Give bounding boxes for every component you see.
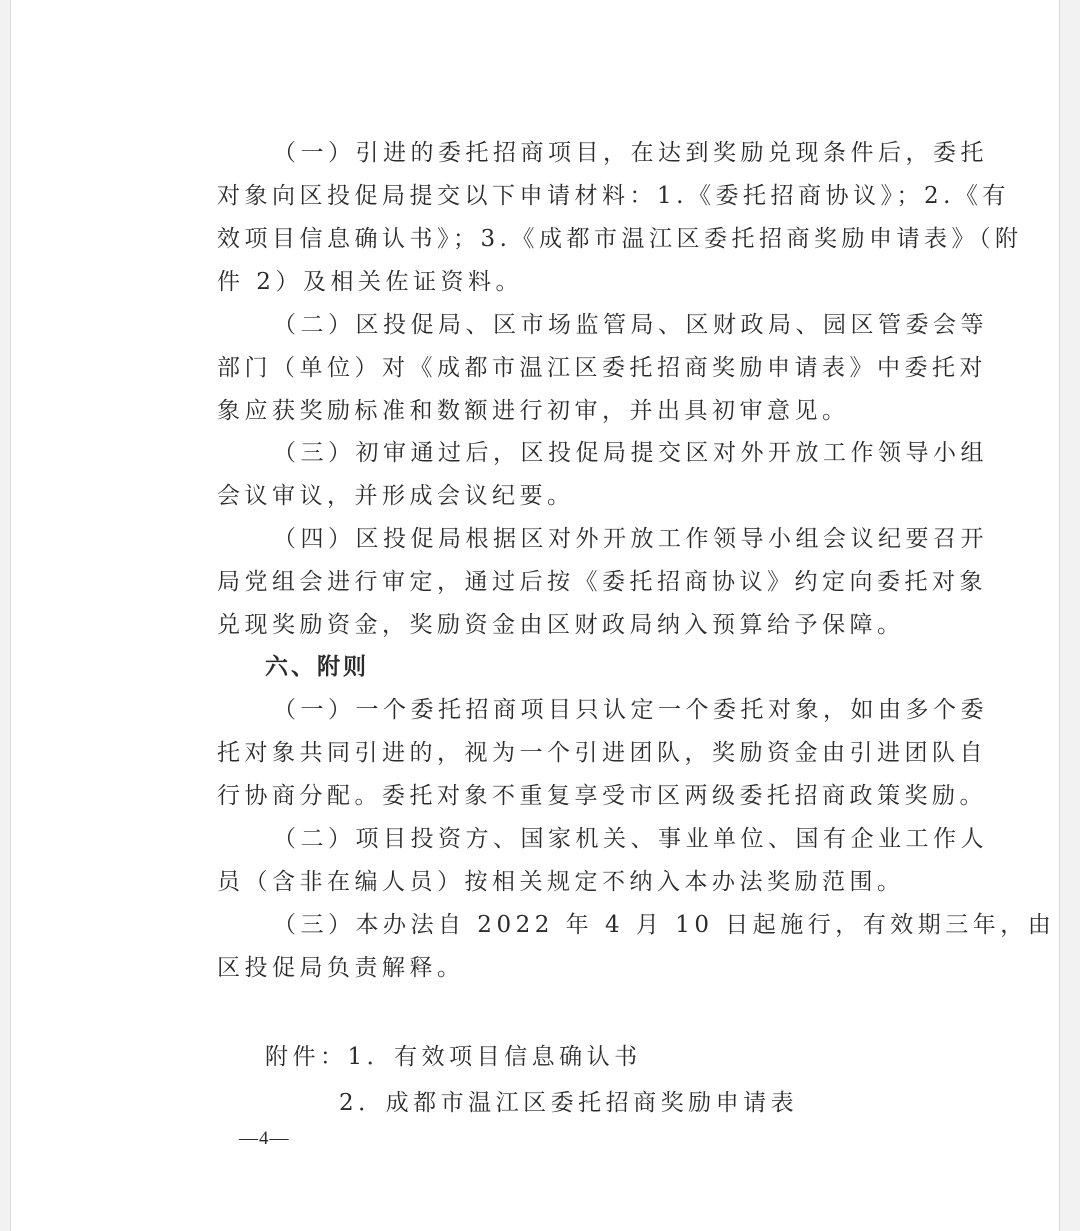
attachment-line-1: 附件：1．有效项目信息确认书 xyxy=(265,1044,642,1070)
paragraph-1-line-2: 对象向区投促局提交以下申请材料：1.《委托招商协议》；2.《有 xyxy=(217,183,1010,209)
page-number: —4— xyxy=(239,1128,290,1149)
paragraph-1-line-4: 件 2）及相关佐证资料。 xyxy=(217,269,523,295)
paragraph-1-line-1: （一）引进的委托招商项目，在达到奖励兑现条件后，委托 xyxy=(273,140,988,166)
paragraph-3-line-2: 会议审议，并形成会议纪要。 xyxy=(217,483,575,509)
paragraph-1-line-3: 效项目信息确认书》；3.《成都市温江区委托招商奖励申请表》（附 xyxy=(217,226,1023,252)
paragraph-5-line-2: 托对象共同引进的，视为一个引进团队，奖励资金由引进团队自 xyxy=(217,740,987,766)
paragraph-4-line-1: （四）区投促局根据区对外开放工作领导小组会议纪要召开 xyxy=(273,526,988,552)
attachment-line-2: 2．成都市温江区委托招商奖励申请表 xyxy=(339,1090,799,1116)
paragraph-7-line-1: （三）本办法自 2022 年 4 月 10 日起施行，有效期三年，由 xyxy=(273,912,1056,938)
paragraph-2-line-1: （二）区投促局、区市场监管局、区财政局、园区管委会等 xyxy=(273,312,988,338)
section-heading: 六、附则 xyxy=(265,654,369,680)
paragraph-4-line-2: 局党组会进行审定，通过后按《委托招商协议》约定向委托对象 xyxy=(217,569,987,595)
paragraph-3-line-1: （三）初审通过后，区投促局提交区对外开放工作领导小组 xyxy=(273,440,988,466)
document-page xyxy=(10,0,1060,1231)
paragraph-6-line-1: （二）项目投资方、国家机关、事业单位、国有企业工作人 xyxy=(273,826,988,852)
paragraph-5-line-3: 行协商分配。委托对象不重复享受市区两级委托招商政策奖励。 xyxy=(217,783,987,809)
paragraph-7-line-2: 区投促局负责解释。 xyxy=(217,955,465,981)
paragraph-2-line-3: 象应获奖励标准和数额进行初审，并出具初审意见。 xyxy=(217,398,850,424)
paragraph-5-line-1: （一）一个委托招商项目只认定一个委托对象，如由多个委 xyxy=(273,697,988,723)
paragraph-4-line-3: 兑现奖励资金，奖励资金由区财政局纳入预算给予保障。 xyxy=(217,612,905,638)
paragraph-6-line-2: 员（含非在编人员）按相关规定不纳入本办法奖励范围。 xyxy=(217,869,905,895)
paragraph-2-line-2: 部门（单位）对《成都市温江区委托招商奖励申请表》中委托对 xyxy=(217,355,987,381)
